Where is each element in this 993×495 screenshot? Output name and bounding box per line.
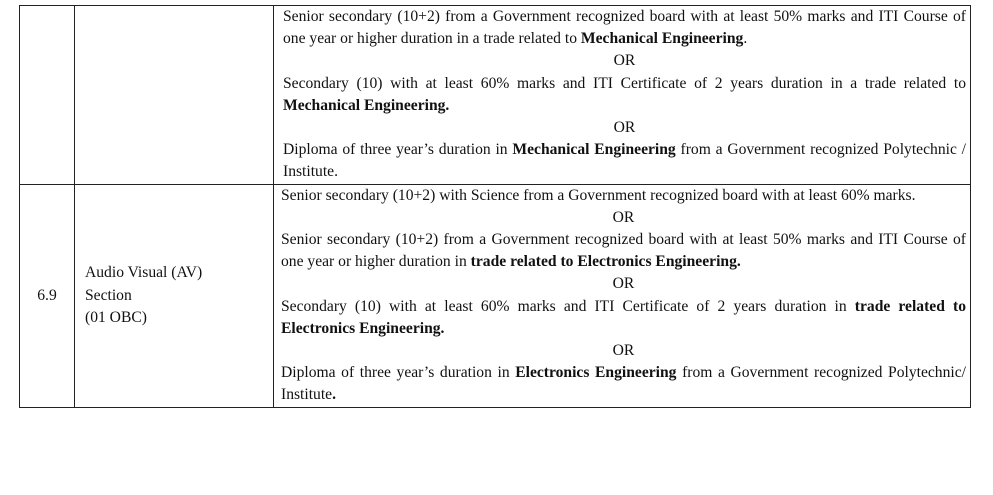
qualification-option: [281, 296, 966, 340]
qualification-option: [281, 229, 966, 273]
qualification-cell: [274, 184, 971, 407]
text-segment: from a Government recognized Polytechnic/ Institute: [281, 364, 966, 404]
qualification-option: [283, 73, 966, 117]
text-segment: Secondary (10) with at least 60% marks and ITI Certificate of 2 years duration in a trade related to: [283, 74, 966, 92]
qualification-table: [19, 5, 971, 408]
bold-text: Mechanical Engineering.: [283, 96, 450, 114]
or-separator: OR: [613, 119, 636, 137]
post-name-cell: [75, 6, 274, 185]
bold-text: trade related to Electronics Engineering.: [470, 253, 741, 271]
text-segment: Diploma of three year’s duration in: [281, 364, 516, 382]
post-name-cell: [75, 184, 274, 407]
qualification-cell: [274, 6, 971, 185]
table-row: [20, 6, 971, 185]
post-name-line: Audio Visual (AV): [85, 264, 203, 282]
or-separator: OR: [613, 52, 636, 70]
table-row: [20, 184, 971, 407]
or-separator: OR: [612, 208, 635, 226]
text-segment: Diploma of three year’s duration in: [283, 141, 513, 159]
post-name-line: (01 OBC): [85, 308, 147, 326]
qualification-option: [283, 6, 966, 50]
qualification-option: [281, 185, 966, 207]
or-separator: OR: [612, 342, 635, 360]
text-segment: from a Government recognized Polytechnic / Institute.: [283, 141, 966, 181]
table-body: [20, 6, 971, 408]
or-separator: OR: [612, 275, 635, 293]
text-segment: Senior secondary (10+2) from a Government recognized board with at least 50% marks and ITI Course of one year or higher duration in a trade related to: [283, 8, 966, 48]
serial-number-cell: 6.9: [20, 184, 75, 407]
text-segment: Senior secondary (10+2) from a Government recognized board with at least 50% marks and ITI Course of one year or higher duration in: [281, 231, 966, 271]
bold-text: trade related to Electronics Engineering.: [281, 297, 966, 337]
text-segment: .: [743, 30, 748, 48]
bold-text: Mechanical Engineering: [512, 141, 676, 159]
post-name-line: Section: [85, 286, 132, 304]
bold-text: Mechanical Engineering: [580, 30, 744, 48]
serial-number-cell: [20, 6, 75, 185]
qualification-option: [283, 139, 966, 183]
bold-text: .: [332, 386, 337, 404]
bold-text: Electronics Engineering: [515, 364, 677, 382]
text-segment: Secondary (10) with at least 60% marks and ITI Certificate of 2 years duration in: [281, 297, 855, 315]
qualification-option: [281, 362, 966, 406]
text-segment: Senior secondary (10+2) with Science from a Government recognized board with at least 60% marks.: [281, 186, 916, 204]
